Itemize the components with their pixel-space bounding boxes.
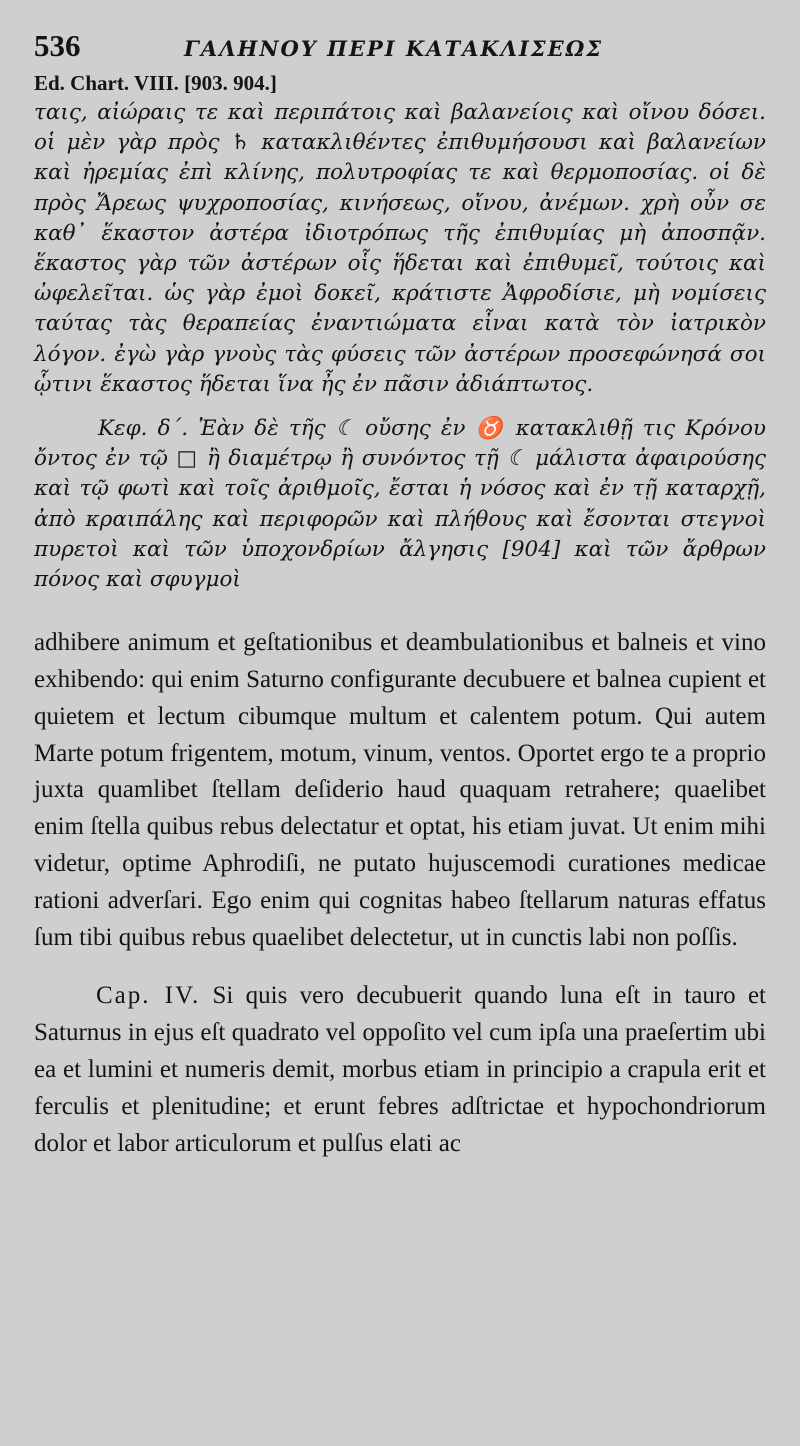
greek-paragraph-2 (34, 414, 766, 595)
greek-chapter-label: Κεφ. δ΄. (98, 416, 189, 442)
latin-text-block (34, 625, 766, 1162)
greek-text-block (34, 98, 766, 595)
running-title: ΓΑΛΗΝΟΥ ΠΕΡΙ ΚΑΤΑΚΛΙΣΕΩΣ (184, 36, 604, 61)
page-number: 536 (34, 28, 81, 63)
latin-chapter-label: Cap. IV. (96, 982, 201, 1010)
latin-paragraph-2 (34, 978, 766, 1162)
greek-paragraph-2-text: Ἐὰν δὲ τῆς ☾ οὔσης ἐν ♉ κατακλιθῇ τις Κρόνου ὄντος ἐν τῷ □ ἢ διαμέτρῳ ἢ συνόντος τῇ ☾ μάλιστα ἀφαιρούσης καὶ τῷ φωτὶ καὶ τοῖς ἀριθμοῖς, ἔσται ἡ νόσος καὶ ἐν τῇ καταρχῇ, ἀπὸ κραιπάλης καὶ περιφορῶν καὶ πλήθους καὶ ἔσονται στεγνοὶ πυρετοὶ καὶ τῶν ὑποχονδρίων ἄλγησις [904] καὶ τῶν ἄρθρων πόνος καὶ σφυγμοὶ (34, 416, 766, 593)
greek-paragraph-1: ταις, αἰώραις τε καὶ περιπάτοις καὶ βαλανείοις καὶ οἴνου δόσει. οἱ μὲν γὰρ πρὸς ♄ κατακλιθέντες ἐπιθυμήσουσι καὶ βαλανείων καὶ ἠρεμίας ἐπὶ κλίνης, πολυτροφίας τε καὶ θερμοποσίας. οἱ δὲ πρὸς Ἄρεως ψυχροποσίας, κινήσεως, οἴνου, ἀνέμων. χρὴ οὖν σε καθ᾽ ἕκαστον ἀστέρα ἰδιοτρόπως τῆς ἐπιθυμίας μὴ ἀποσπᾷν. ἕκαστος γὰρ τῶν ἀστέρων οἷς ἥδεται καὶ ἐπιθυμεῖ, τούτοις καὶ ὠφελεῖται. ὡς γὰρ ἐμοὶ δοκεῖ, κράτιστε Ἀφροδίσιε, μὴ νομίσεις ταύτας τὰς θεραπείας ἐναντιώματα εἶναι κατὰ τὸν ἰατρικὸν λόγον. ἐγὼ γὰρ γνοὺς τὰς φύσεις τῶν ἀστέρων προσεφώνησά σοι ᾧτινι ἕκαστος ἥδεται ἵνα ἦς ἐν πᾶσιν ἀδιάπτωτος. (34, 100, 766, 397)
latin-paragraph-1: adhibere animum et geſtationibus et deambulationibus et balneis et vino exhibendo: qui enim Saturno configurante decubuere et balnea cupient et quietem et lectum cibumque multum et calentem potum. Qui autem Marte potum frigentem, motum, vinum, ventos. Oportet ergo te a proprio juxta quamlibet ſtellam deſiderio haud quaquam retrahere; quaelibet enim ſtella quibus rebus delectatur et optat, his etiam juvat. Ut enim mihi videtur, optime Aphrodiſi, ne putato hujuscemodi curationes medicae rationi adverſari. Ego enim qui cognitas habeo ſtellarum naturas effatus ſum tibi quibus rebus quaelibet delectetur, ut in cunctis labi non poſſis. (34, 629, 766, 951)
latin-paragraph-2-text: Si quis vero decubuerit quando luna eſt in tauro et Saturnus in ejus eſt quadrato vel oppoſito vel cum ipſa una praeſertim ubi ea et lumini et numeris demit, morbus etiam in principio a crapula erit et ferculis et plenitudine; et erunt febres adſtrictae et hypochondriorum dolor et labor articulorum et pulſus elati ac (34, 982, 767, 1157)
running-head (34, 28, 766, 68)
edition-reference: Ed. Chart. VIII. [903. 904.] (34, 71, 277, 95)
